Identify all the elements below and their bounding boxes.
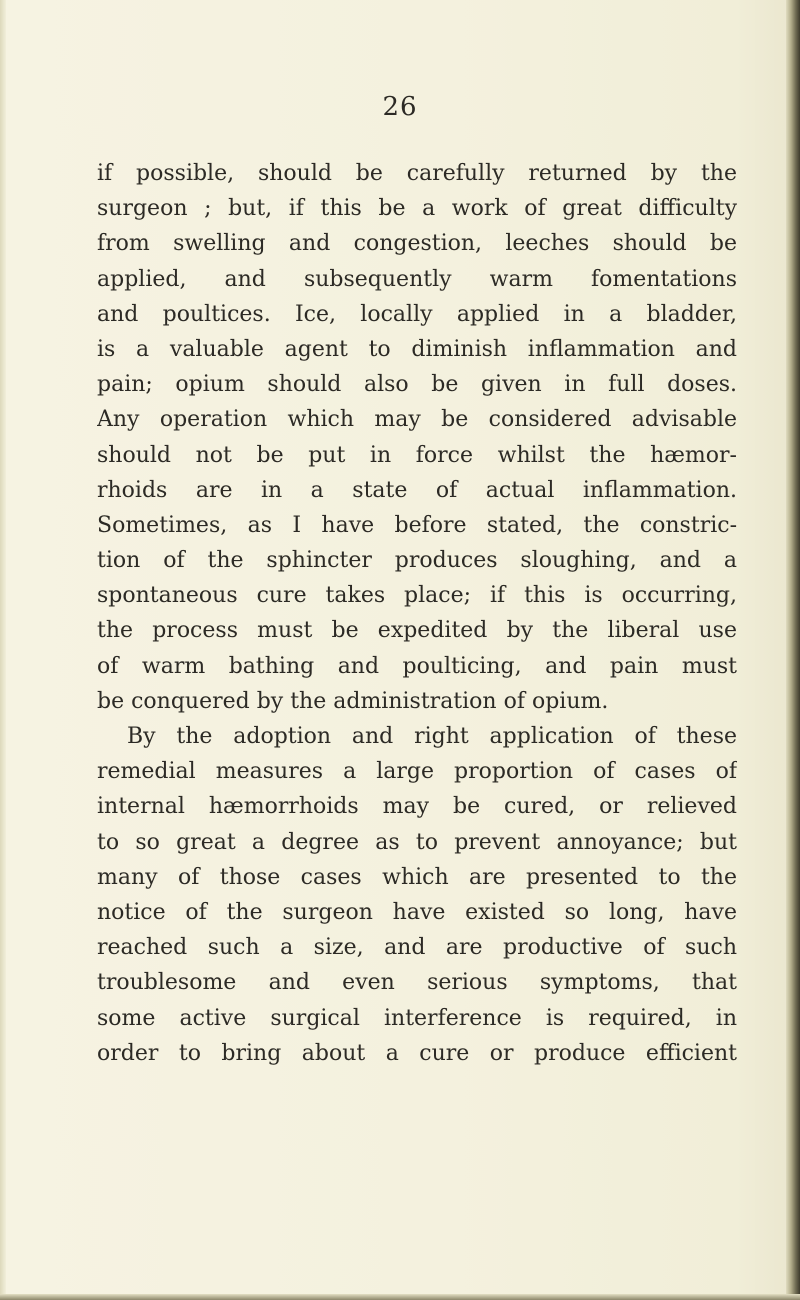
text-line: troublesome and even serious symptoms, that (97, 970, 737, 996)
text-line: is a valuable agent to diminish inflammation and (97, 336, 737, 362)
text-line: order to bring about a cure or produce efficient (97, 1040, 737, 1066)
paragraph-1 (97, 156, 737, 719)
text-line: if possible, should be carefully returned by the (97, 161, 737, 186)
text-line: rhoids are in a state of actual inflammation. (97, 477, 737, 503)
text-line: to so great a degree as to prevent annoyance; but (97, 829, 737, 855)
text-line: some active surgical interference is required, in (97, 1005, 737, 1031)
page-bottom-edge (0, 1294, 800, 1300)
text-line: spontaneous cure takes place; if this is occurring, (97, 583, 737, 609)
text-line: tion of the sphincter produces sloughing, and a (97, 548, 737, 574)
text-line: surgeon ; but, if this be a work of great difficulty (97, 196, 737, 222)
page-left-edge (0, 0, 6, 1300)
text-line: reached such a size, and are productive of such (97, 935, 737, 961)
text-line: of warm bathing and poulticing, and pain must (97, 653, 737, 679)
page-number: 26 (382, 92, 418, 122)
text-line: be conquered by the administration of opium. (97, 688, 609, 714)
text-line: from swelling and congestion, leeches should be (97, 231, 737, 257)
text-line: Sometimes, as I have before stated, the constric- (97, 512, 737, 538)
text-line: should not be put in force whilst the hæmor- (97, 442, 737, 468)
text-line: remedial measures a large proportion of cases of (97, 759, 737, 785)
paragraph-2 (97, 719, 737, 1071)
text-line: applied, and subsequently warm fomentations (97, 266, 737, 292)
text-line: pain; opium should also be given in full doses. (97, 372, 737, 398)
text-line: Any operation which may be considered advisable (97, 407, 737, 433)
text-line: the process must be expedited by the liberal use (97, 618, 737, 644)
text-line: many of those cases which are presented to the (97, 864, 737, 890)
text-line: internal hæmorrhoids may be cured, or relieved (97, 794, 737, 820)
body-text (97, 156, 737, 1071)
text-line: notice of the surgeon have existed so long, have (97, 899, 737, 925)
text-line: By the adoption and right application of these (127, 724, 737, 749)
text-line: and poultices. Ice, locally applied in a bladder, (97, 301, 737, 327)
page-right-edge-shadow (786, 0, 800, 1300)
